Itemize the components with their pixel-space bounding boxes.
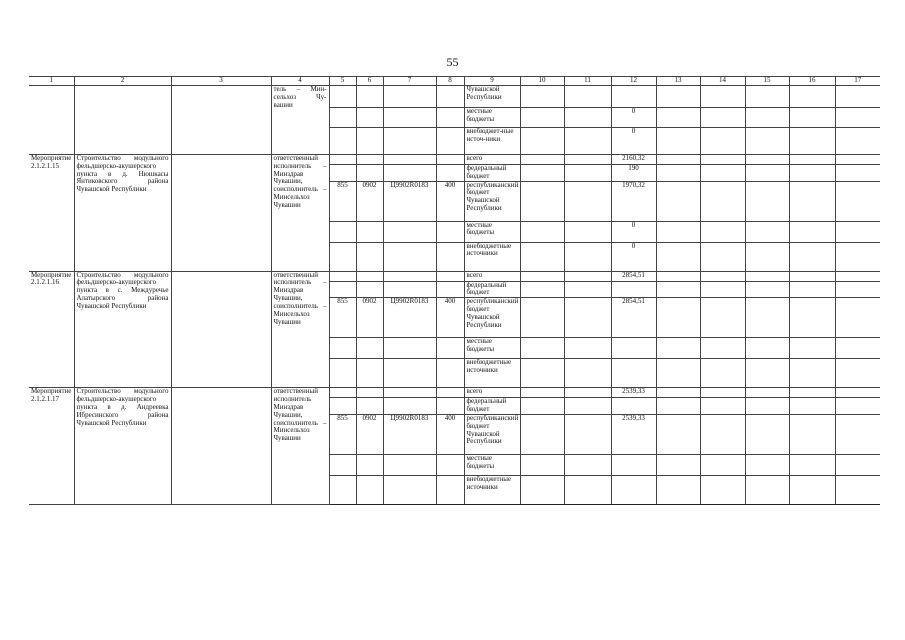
rzpr-cell: 0902 [356,414,383,454]
col-10-cell [520,271,564,281]
col-17-cell [835,86,880,108]
vr-cell [436,475,464,504]
col-17-cell [835,281,880,298]
col-11-cell [564,242,611,271]
rzpr-cell [356,475,383,504]
executor-cell: тель – Мин-сельхоз Чу-вашии [271,86,329,155]
source-cell: федеральный бюджет [464,398,520,415]
col-3-cell [171,86,271,155]
source-cell: всего [464,271,520,281]
rzpr-cell [356,398,383,415]
col-14-cell [700,221,745,242]
col-15-cell [745,128,789,155]
col-11-cell [564,165,611,182]
header-row [29,77,880,86]
source-cell: республиканский бюджет Чувашской Республики [464,414,520,454]
col-17-cell [835,242,880,271]
col-16-cell [789,181,835,221]
grbs-cell [329,338,356,359]
col-11-cell [564,298,611,338]
csr-cell: Ц9902R0183 [383,414,436,454]
grbs-cell: 855 [329,298,356,338]
column-header: 10 [520,77,564,86]
col-11-cell [564,271,611,281]
grbs-cell [329,271,356,281]
col-10-cell [520,281,564,298]
rzpr-cell [356,271,383,281]
col-11-cell [564,86,611,108]
column-header: 14 [700,77,745,86]
col-16-cell [789,388,835,398]
col-17-cell [835,165,880,182]
csr-cell [383,359,436,388]
column-header: 2 [74,77,171,86]
col-13-cell [656,221,700,242]
col-17-cell [835,108,880,128]
col-13-cell [656,165,700,182]
csr-cell [383,454,436,475]
col-13-cell [656,108,700,128]
csr-cell: Ц9902R0183 [383,181,436,221]
column-header: 13 [656,77,700,86]
amount-cell: 0 [611,221,656,242]
source-cell: местные бюджеты [464,221,520,242]
col-11-cell [564,338,611,359]
col-10-cell [520,359,564,388]
amount-cell: 0 [611,242,656,271]
source-cell: местные бюджеты [464,454,520,475]
col-14-cell [700,86,745,108]
col-17-cell [835,338,880,359]
amount-cell [611,398,656,415]
col-11-cell [564,454,611,475]
source-cell: федеральный бюджет [464,281,520,298]
col-10-cell [520,298,564,338]
col-16-cell [789,281,835,298]
col-14-cell [700,281,745,298]
event-cell: Мероприятие 2.1.2.1.17 [29,388,74,505]
grbs-cell [329,242,356,271]
executor-cell: ответственный исполнитель – Минздрав Чувашии, соисполнитель – Минсельхоз Чувашии [271,155,329,272]
col-17-cell [835,398,880,415]
col-16-cell [789,359,835,388]
rzpr-cell: 0902 [356,298,383,338]
csr-cell [383,86,436,108]
col-17-cell [835,359,880,388]
col-15-cell [745,359,789,388]
col-15-cell [745,281,789,298]
rzpr-cell [356,388,383,398]
col-11-cell [564,181,611,221]
col-13-cell [656,242,700,271]
col-17-cell [835,298,880,338]
col-10-cell [520,454,564,475]
vr-cell [436,271,464,281]
vr-cell [436,108,464,128]
col-17-cell [835,181,880,221]
col-16-cell [789,108,835,128]
source-cell: местные бюджеты [464,108,520,128]
col-11-cell [564,221,611,242]
col-16-cell [789,165,835,182]
column-header: 7 [383,77,436,86]
col-3-cell [171,388,271,505]
col-10-cell [520,108,564,128]
column-header: 4 [271,77,329,86]
col-13-cell [656,338,700,359]
col-14-cell [700,359,745,388]
rzpr-cell [356,155,383,165]
vr-cell [436,221,464,242]
rzpr-cell [356,242,383,271]
col-11-cell [564,155,611,165]
column-header: 17 [835,77,880,86]
table-body [29,77,880,505]
col-17-cell [835,221,880,242]
col-14-cell [700,398,745,415]
event-cell: Мероприятие 2.1.2.1.15 [29,155,74,272]
column-header: 8 [436,77,464,86]
col-15-cell [745,388,789,398]
col-16-cell [789,221,835,242]
table-row [29,86,880,108]
col-15-cell [745,108,789,128]
csr-cell [383,475,436,504]
col-14-cell [700,128,745,155]
grbs-cell [329,128,356,155]
col-14-cell [700,242,745,271]
col-11-cell [564,128,611,155]
col-13-cell [656,388,700,398]
col-16-cell [789,271,835,281]
csr-cell [383,165,436,182]
rzpr-cell [356,86,383,108]
source-cell: внебюджет-ные источ-ники [464,128,520,155]
vr-cell [436,338,464,359]
amount-cell: 2539,33 [611,388,656,398]
csr-cell: Ц9902R0183 [383,298,436,338]
col-10-cell [520,155,564,165]
col-14-cell [700,181,745,221]
amount-cell: 0 [611,108,656,128]
col-14-cell [700,298,745,338]
column-header: 6 [356,77,383,86]
vr-cell [436,398,464,415]
amount-cell [611,454,656,475]
vr-cell [436,165,464,182]
col-16-cell [789,475,835,504]
col-13-cell [656,475,700,504]
col-10-cell [520,242,564,271]
vr-cell [436,359,464,388]
grbs-cell [329,475,356,504]
col-16-cell [789,338,835,359]
amount-cell [611,338,656,359]
amount-cell [611,475,656,504]
program-table [29,76,880,505]
col-16-cell [789,414,835,454]
page-number: 55 [446,55,459,69]
rzpr-cell: 0902 [356,181,383,221]
col-17-cell [835,155,880,165]
col-3-cell [171,271,271,388]
col-11-cell [564,281,611,298]
col-17-cell [835,271,880,281]
col-16-cell [789,298,835,338]
col-17-cell [835,128,880,155]
col-11-cell [564,475,611,504]
col-14-cell [700,165,745,182]
executor-cell: ответственный исполнитель Минздрав Чувашии, соисполнитель – Минсельхоз Чувашии [271,388,329,505]
event-cell: Мероприятие 2.1.2.1.16 [29,271,74,388]
col-13-cell [656,414,700,454]
col-14-cell [700,414,745,454]
vr-cell [436,281,464,298]
amount-cell [611,359,656,388]
rzpr-cell [356,165,383,182]
col-14-cell [700,155,745,165]
column-header: 16 [789,77,835,86]
col-13-cell [656,181,700,221]
rzpr-cell [356,281,383,298]
vr-cell [436,155,464,165]
amount-cell: 2160,32 [611,155,656,165]
grbs-cell [329,86,356,108]
col-15-cell [745,475,789,504]
amount-cell [611,281,656,298]
col-13-cell [656,128,700,155]
column-header: 3 [171,77,271,86]
col-17-cell [835,414,880,454]
csr-cell [383,338,436,359]
col-10-cell [520,388,564,398]
source-cell: всего [464,155,520,165]
grbs-cell [329,359,356,388]
csr-cell [383,398,436,415]
executor-cell: ответственный исполнитель – Минздрав Чувашии, соисполнитель – Минсельхоз Чувашии [271,271,329,388]
grbs-cell: 855 [329,414,356,454]
csr-cell [383,221,436,242]
csr-cell [383,128,436,155]
col-15-cell [745,338,789,359]
column-header: 11 [564,77,611,86]
col-17-cell [835,475,880,504]
table-row [29,155,880,165]
source-cell: местные бюджеты [464,338,520,359]
col-10-cell [520,221,564,242]
col-16-cell [789,128,835,155]
amount-cell: 1970,32 [611,181,656,221]
col-15-cell [745,242,789,271]
col-16-cell [789,86,835,108]
col-3-cell [171,155,271,272]
amount-cell: 2854,51 [611,298,656,338]
col-10-cell [520,338,564,359]
csr-cell [383,271,436,281]
col-14-cell [700,388,745,398]
name-cell: Строительство модульного фельдшерско-акушерского пункта в д. Андреевка Ибресинского района Чувашской Республики [74,388,171,505]
col-10-cell [520,414,564,454]
col-10-cell [520,165,564,182]
col-15-cell [745,298,789,338]
col-13-cell [656,271,700,281]
rzpr-cell [356,108,383,128]
col-14-cell [700,108,745,128]
col-13-cell [656,398,700,415]
table-row [29,271,880,281]
grbs-cell: 855 [329,181,356,221]
col-13-cell [656,359,700,388]
vr-cell [436,454,464,475]
column-header: 5 [329,77,356,86]
source-cell: всего [464,388,520,398]
column-header: 9 [464,77,520,86]
rzpr-cell [356,128,383,155]
col-14-cell [700,338,745,359]
grbs-cell [329,155,356,165]
grbs-cell [329,221,356,242]
csr-cell [383,388,436,398]
grbs-cell [329,281,356,298]
rzpr-cell [356,221,383,242]
col-11-cell [564,359,611,388]
col-13-cell [656,298,700,338]
amount-cell: 0 [611,128,656,155]
csr-cell [383,281,436,298]
col-14-cell [700,454,745,475]
source-cell: федеральный бюджет [464,165,520,182]
name-cell [74,86,171,155]
col-13-cell [656,454,700,475]
vr-cell [436,242,464,271]
col-15-cell [745,454,789,475]
col-16-cell [789,398,835,415]
grbs-cell [329,388,356,398]
source-cell: внебюджетные источники [464,475,520,504]
col-13-cell [656,281,700,298]
col-16-cell [789,155,835,165]
rzpr-cell [356,454,383,475]
col-10-cell [520,181,564,221]
rzpr-cell [356,359,383,388]
csr-cell [383,155,436,165]
column-header: 1 [29,77,74,86]
name-cell: Строительство модульного фельдшерско-акушерского пункта в с. Междуречье Алатырского района Чувашской Республики [74,271,171,388]
amount-cell: 2854,51 [611,271,656,281]
col-11-cell [564,414,611,454]
amount-cell [611,86,656,108]
vr-cell: 400 [436,414,464,454]
col-15-cell [745,271,789,281]
col-13-cell [656,86,700,108]
vr-cell [436,86,464,108]
grbs-cell [329,108,356,128]
col-16-cell [789,242,835,271]
col-17-cell [835,388,880,398]
source-cell: республиканский бюджет Чувашской Республики [464,181,520,221]
col-16-cell [789,454,835,475]
col-10-cell [520,398,564,415]
col-15-cell [745,86,789,108]
col-14-cell [700,271,745,281]
grbs-cell [329,454,356,475]
source-cell: внебюджетные источники [464,359,520,388]
col-13-cell [656,155,700,165]
csr-cell [383,108,436,128]
table-row [29,388,880,398]
name-cell: Строительство модульного фельдшерско-акушерского пункта в д. Нюшкасы Янтиковского района Чувашской Республики [74,155,171,272]
col-15-cell [745,181,789,221]
vr-cell: 400 [436,298,464,338]
vr-cell [436,128,464,155]
source-cell: республиканский бюджет Чувашской Республики [464,298,520,338]
col-15-cell [745,398,789,415]
col-11-cell [564,398,611,415]
col-14-cell [700,475,745,504]
column-header: 15 [745,77,789,86]
col-10-cell [520,128,564,155]
col-10-cell [520,475,564,504]
vr-cell: 400 [436,181,464,221]
grbs-cell [329,398,356,415]
amount-cell: 190 [611,165,656,182]
col-15-cell [745,165,789,182]
amount-cell: 2539,33 [611,414,656,454]
rzpr-cell [356,338,383,359]
col-15-cell [745,155,789,165]
source-cell: Чувашской Республики [464,86,520,108]
column-header: 12 [611,77,656,86]
csr-cell [383,242,436,271]
vr-cell [436,388,464,398]
col-15-cell [745,221,789,242]
col-11-cell [564,388,611,398]
col-17-cell [835,454,880,475]
source-cell: внебюджетные источники [464,242,520,271]
event-cell [29,86,74,155]
col-15-cell [745,414,789,454]
col-11-cell [564,108,611,128]
grbs-cell [329,165,356,182]
col-10-cell [520,86,564,108]
